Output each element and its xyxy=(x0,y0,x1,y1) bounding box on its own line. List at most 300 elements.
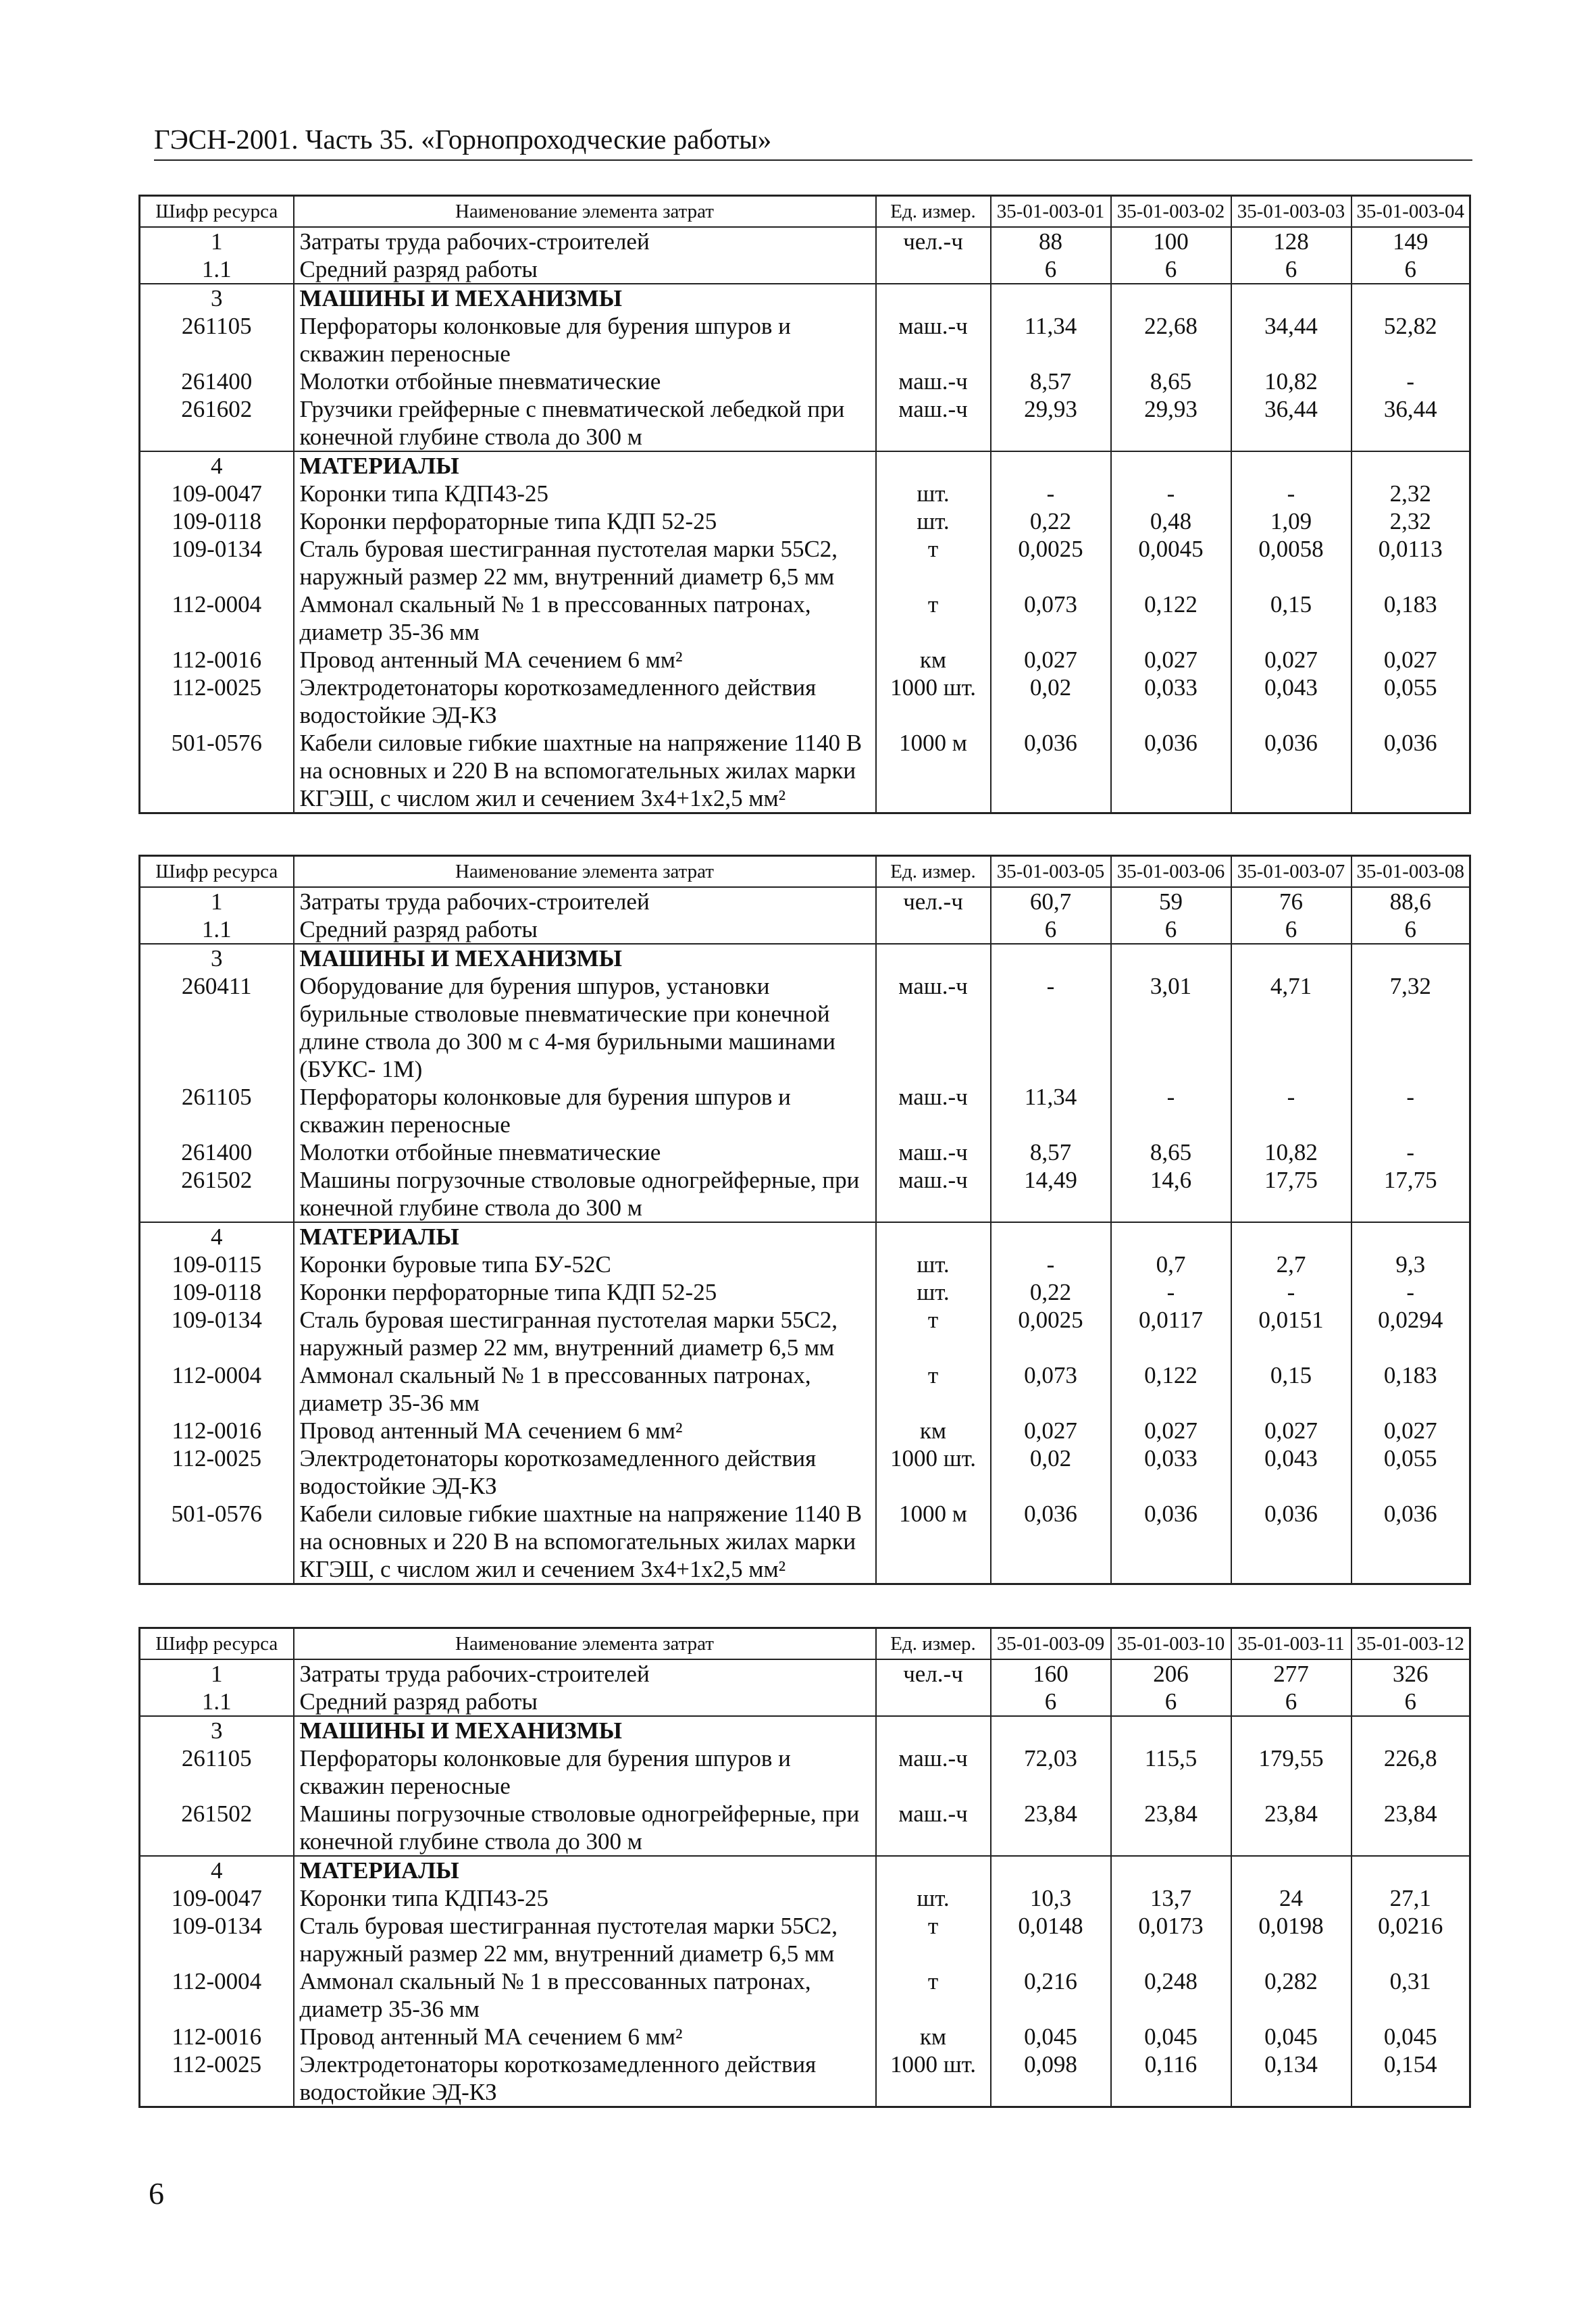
unit-of-measure: км xyxy=(876,646,991,674)
cost-element-name: Провод антенный МА сечением 6 мм² xyxy=(294,646,876,674)
norm-value: 3,01 xyxy=(1111,972,1231,1083)
norm-value xyxy=(1352,944,1470,972)
norm-value: 6 xyxy=(1231,1688,1352,1716)
table-row xyxy=(140,1856,1470,1884)
norm-value: 14,49 xyxy=(991,1166,1111,1222)
resource-table xyxy=(138,1627,1471,2108)
cost-element-name: Затраты труда рабочих-строителей xyxy=(294,227,876,255)
unit-of-measure xyxy=(876,944,991,972)
table-row xyxy=(140,2051,1470,2107)
unit-of-measure: маш.-ч xyxy=(876,1083,991,1138)
norm-value: 0,027 xyxy=(1352,1417,1470,1444)
table-row xyxy=(140,395,1470,451)
table-row xyxy=(140,1306,1470,1361)
cost-element-name: Молотки отбойные пневматические xyxy=(294,1138,876,1166)
norm-value: 0,0025 xyxy=(991,535,1111,590)
norm-value: 0,248 xyxy=(1111,1967,1231,2023)
header-norm-code: 35-01-003-01 xyxy=(991,196,1111,228)
norm-value: 0,0025 xyxy=(991,1306,1111,1361)
table-row xyxy=(140,1222,1470,1251)
unit-of-measure: чел.-ч xyxy=(876,1659,991,1688)
cost-element-name: Перфораторы колонковые для бурения шпуров и скважин переносные xyxy=(294,1083,876,1138)
header-unit: Ед. измер. xyxy=(876,1628,991,1660)
unit-of-measure: км xyxy=(876,1417,991,1444)
norm-value: - xyxy=(991,972,1111,1083)
norm-value: 6 xyxy=(991,1688,1111,1716)
norm-value xyxy=(1111,1222,1231,1251)
table-row xyxy=(140,1083,1470,1138)
unit-of-measure xyxy=(876,1716,991,1744)
cost-element-name: Кабели силовые гибкие шахтные на напряжение 1140 В на основных и 220 В на вспомогательных жилах марки КГЭШ, с числом жил и сечением 3х4+1х2,5 мм² xyxy=(294,1500,876,1584)
norm-value xyxy=(1352,1856,1470,1884)
table-row xyxy=(140,451,1470,480)
resource-table xyxy=(138,855,1471,1585)
norm-value: - xyxy=(1111,1278,1231,1306)
page-number: 6 xyxy=(149,2176,164,2211)
resource-code: 109-0047 xyxy=(140,480,294,507)
norm-value xyxy=(991,944,1111,972)
table-row xyxy=(140,1884,1470,1912)
norm-value: 36,44 xyxy=(1231,395,1352,451)
norm-value: 8,57 xyxy=(991,1138,1111,1166)
norm-value: 0,15 xyxy=(1231,590,1352,646)
resource-code: 109-0118 xyxy=(140,1278,294,1306)
norm-value xyxy=(1231,1222,1352,1251)
unit-of-measure: т xyxy=(876,535,991,590)
norm-value: 0,7 xyxy=(1111,1251,1231,1278)
unit-of-measure: 1000 шт. xyxy=(876,2051,991,2107)
unit-of-measure: шт. xyxy=(876,480,991,507)
norm-value: 0,036 xyxy=(991,729,1111,813)
norm-value: 0,0117 xyxy=(1111,1306,1231,1361)
cost-element-name: Кабели силовые гибкие шахтные на напряжение 1140 В на основных и 220 В на вспомогательных жилах марки КГЭШ, с числом жил и сечением 3х4+1х2,5 мм² xyxy=(294,729,876,813)
norm-value: 0,116 xyxy=(1111,2051,1231,2107)
norm-value: 128 xyxy=(1231,227,1352,255)
resource-code: 112-0025 xyxy=(140,1444,294,1500)
table-row xyxy=(140,507,1470,535)
norm-value: - xyxy=(1231,1278,1352,1306)
table-row xyxy=(140,887,1470,915)
table-row xyxy=(140,729,1470,813)
norm-table-3 xyxy=(138,1627,1469,2108)
table-header-row xyxy=(140,856,1470,888)
cost-element-name: Перфораторы колонковые для бурения шпуров и скважин переносные xyxy=(294,1744,876,1800)
norm-value xyxy=(1231,1716,1352,1744)
norm-value: - xyxy=(1352,1083,1470,1138)
norm-value: 0,15 xyxy=(1231,1361,1352,1417)
unit-of-measure xyxy=(876,1222,991,1251)
norm-value: 6 xyxy=(1352,255,1470,284)
unit-of-measure: маш.-ч xyxy=(876,1138,991,1166)
table-row xyxy=(140,535,1470,590)
resource-code: 501-0576 xyxy=(140,1500,294,1584)
norm-value: 0,122 xyxy=(1111,590,1231,646)
header-norm-code: 35-01-003-02 xyxy=(1111,196,1231,228)
table-row xyxy=(140,1138,1470,1166)
norm-value: 0,282 xyxy=(1231,1967,1352,2023)
norm-value: 6 xyxy=(991,255,1111,284)
norm-value: 23,84 xyxy=(1352,1800,1470,1856)
table-row xyxy=(140,1417,1470,1444)
cost-element-name: Коронки перфораторные типа КДП 52-25 xyxy=(294,1278,876,1306)
cost-element-name: МАТЕРИАЛЫ xyxy=(294,1856,876,1884)
norm-value: 88,6 xyxy=(1352,887,1470,915)
norm-value: 0,027 xyxy=(1231,1417,1352,1444)
header-norm-code: 35-01-003-08 xyxy=(1352,856,1470,888)
unit-of-measure: т xyxy=(876,1361,991,1417)
cost-element-name: Аммонал скальный № 1 в прессованных патронах, диаметр 35-36 мм xyxy=(294,590,876,646)
norm-value: 24 xyxy=(1231,1884,1352,1912)
cost-element-name: Коронки типа КДП43-25 xyxy=(294,480,876,507)
table-row xyxy=(140,1251,1470,1278)
norm-value: 6 xyxy=(1352,1688,1470,1716)
norm-value: 10,82 xyxy=(1231,368,1352,395)
cost-element-name: Молотки отбойные пневматические xyxy=(294,368,876,395)
norm-value: 0,027 xyxy=(1111,1417,1231,1444)
norm-value: 1,09 xyxy=(1231,507,1352,535)
resource-code: 112-0016 xyxy=(140,1417,294,1444)
norm-value: - xyxy=(1231,480,1352,507)
resource-code: 112-0004 xyxy=(140,590,294,646)
resource-code: 261502 xyxy=(140,1800,294,1856)
norm-value xyxy=(1231,451,1352,480)
table-row xyxy=(140,915,1470,944)
norm-value: 0,027 xyxy=(991,646,1111,674)
norm-value: 14,6 xyxy=(1111,1166,1231,1222)
resource-code: 3 xyxy=(140,944,294,972)
header-norm-code: 35-01-003-10 xyxy=(1111,1628,1231,1660)
unit-of-measure: 1000 м xyxy=(876,1500,991,1584)
cost-element-name: Сталь буровая шестигранная пустотелая марки 55С2, наружный размер 22 мм, внутренний диаметр 6,5 мм xyxy=(294,1912,876,1967)
norm-value: 0,0058 xyxy=(1231,535,1352,590)
header-norm-code: 35-01-003-06 xyxy=(1111,856,1231,888)
cost-element-name: Электродетонаторы короткозамедленного действия водостойкие ЭД-КЗ xyxy=(294,674,876,729)
cost-element-name: МАШИНЫ И МЕХАНИЗМЫ xyxy=(294,284,876,312)
resource-code: 261105 xyxy=(140,312,294,368)
norm-value: 2,7 xyxy=(1231,1251,1352,1278)
norm-value: 0,0216 xyxy=(1352,1912,1470,1967)
norm-value: 0,027 xyxy=(1352,646,1470,674)
resource-code: 109-0134 xyxy=(140,535,294,590)
cost-element-name: Коронки перфораторные типа КДП 52-25 xyxy=(294,507,876,535)
header-resource-code: Шифр ресурса xyxy=(140,196,294,228)
norm-value: 0,122 xyxy=(1111,1361,1231,1417)
norm-value: 27,1 xyxy=(1352,1884,1470,1912)
resource-code: 261400 xyxy=(140,1138,294,1166)
norm-value xyxy=(1352,1222,1470,1251)
norm-value xyxy=(991,451,1111,480)
unit-of-measure: 1000 шт. xyxy=(876,1444,991,1500)
resource-code: 112-0004 xyxy=(140,1361,294,1417)
resource-code: 1.1 xyxy=(140,1688,294,1716)
cost-element-name: Средний разряд работы xyxy=(294,255,876,284)
norm-value: 59 xyxy=(1111,887,1231,915)
table-row xyxy=(140,674,1470,729)
resource-code: 261602 xyxy=(140,395,294,451)
unit-of-measure: маш.-ч xyxy=(876,1744,991,1800)
norm-value: 2,32 xyxy=(1352,507,1470,535)
norm-value: 0,183 xyxy=(1352,590,1470,646)
norm-value: 326 xyxy=(1352,1659,1470,1688)
cost-element-name: Средний разряд работы xyxy=(294,1688,876,1716)
norm-value xyxy=(1111,944,1231,972)
norm-value: 6 xyxy=(1231,255,1352,284)
resource-code: 261105 xyxy=(140,1083,294,1138)
table-row xyxy=(140,1716,1470,1744)
norm-value xyxy=(1352,1716,1470,1744)
norm-value xyxy=(1111,284,1231,312)
norm-value: 0,0148 xyxy=(991,1912,1111,1967)
table-row xyxy=(140,284,1470,312)
norm-value: 0,033 xyxy=(1111,1444,1231,1500)
norm-value xyxy=(1231,944,1352,972)
resource-code: 260411 xyxy=(140,972,294,1083)
norm-value xyxy=(1352,284,1470,312)
resource-table xyxy=(138,195,1471,814)
unit-of-measure xyxy=(876,1856,991,1884)
norm-value: 9,3 xyxy=(1352,1251,1470,1278)
norm-value: 29,93 xyxy=(1111,395,1231,451)
norm-value: - xyxy=(1352,368,1470,395)
table-row xyxy=(140,972,1470,1083)
norm-value: 0,098 xyxy=(991,2051,1111,2107)
table-row xyxy=(140,944,1470,972)
norm-value: - xyxy=(991,1251,1111,1278)
norm-value: 6 xyxy=(991,915,1111,944)
norm-value: 4,71 xyxy=(1231,972,1352,1083)
unit-of-measure: т xyxy=(876,1306,991,1361)
norm-value: 11,34 xyxy=(991,1083,1111,1138)
norm-value: 13,7 xyxy=(1111,1884,1231,1912)
norm-value: 0,02 xyxy=(991,1444,1111,1500)
norm-value: 0,055 xyxy=(1352,674,1470,729)
table-row xyxy=(140,1444,1470,1500)
header-norm-code: 35-01-003-07 xyxy=(1231,856,1352,888)
table-header-row xyxy=(140,1628,1470,1660)
norm-value: 10,82 xyxy=(1231,1138,1352,1166)
table-row xyxy=(140,1800,1470,1856)
norm-value: 0,134 xyxy=(1231,2051,1352,2107)
norm-value: 0,033 xyxy=(1111,674,1231,729)
unit-of-measure: маш.-ч xyxy=(876,368,991,395)
norm-value: 0,027 xyxy=(1111,646,1231,674)
norm-value: 0,036 xyxy=(1352,729,1470,813)
resource-code: 112-0004 xyxy=(140,1967,294,2023)
norm-value: 0,31 xyxy=(1352,1967,1470,2023)
norm-value: 0,036 xyxy=(1111,729,1231,813)
unit-of-measure: шт. xyxy=(876,507,991,535)
norm-value: 6 xyxy=(1352,915,1470,944)
unit-of-measure: т xyxy=(876,1912,991,1967)
table-row xyxy=(140,2023,1470,2051)
norm-value: 0,045 xyxy=(1111,2023,1231,2051)
norm-value xyxy=(1111,1856,1231,1884)
table-row xyxy=(140,646,1470,674)
norm-value: 10,3 xyxy=(991,1884,1111,1912)
resource-code: 501-0576 xyxy=(140,729,294,813)
resource-code: 4 xyxy=(140,451,294,480)
norm-value: 2,32 xyxy=(1352,480,1470,507)
unit-of-measure xyxy=(876,451,991,480)
table-row xyxy=(140,1688,1470,1716)
unit-of-measure xyxy=(876,1688,991,1716)
norm-value: 0,0113 xyxy=(1352,535,1470,590)
cost-element-name: Машины погрузочные стволовые одногрейферные, при конечной глубине ствола до 300 м xyxy=(294,1800,876,1856)
header-cost-element-name: Наименование элемента затрат xyxy=(294,1628,876,1660)
norm-value: 0,055 xyxy=(1352,1444,1470,1500)
resource-code: 1 xyxy=(140,227,294,255)
norm-value: 0,045 xyxy=(1352,2023,1470,2051)
cost-element-name: Электродетонаторы короткозамедленного действия водостойкие ЭД-КЗ xyxy=(294,1444,876,1500)
norm-value: 0,036 xyxy=(1111,1500,1231,1584)
resource-code: 261105 xyxy=(140,1744,294,1800)
norm-value xyxy=(1111,451,1231,480)
cost-element-name: МАТЕРИАЛЫ xyxy=(294,451,876,480)
norm-value xyxy=(1352,451,1470,480)
header-resource-code: Шифр ресурса xyxy=(140,1628,294,1660)
norm-value: 23,84 xyxy=(1231,1800,1352,1856)
norm-value: 0,02 xyxy=(991,674,1111,729)
resource-code: 109-0134 xyxy=(140,1306,294,1361)
resource-code: 4 xyxy=(140,1222,294,1251)
norm-value xyxy=(1111,1716,1231,1744)
cost-element-name: МАШИНЫ И МЕХАНИЗМЫ xyxy=(294,944,876,972)
cost-element-name: Электродетонаторы короткозамедленного действия водостойкие ЭД-КЗ xyxy=(294,2051,876,2107)
norm-value: 23,84 xyxy=(991,1800,1111,1856)
table-row xyxy=(140,1166,1470,1222)
norm-value: 0,22 xyxy=(991,1278,1111,1306)
table-row xyxy=(140,1744,1470,1800)
unit-of-measure: маш.-ч xyxy=(876,395,991,451)
norm-value xyxy=(991,284,1111,312)
norm-value: 160 xyxy=(991,1659,1111,1688)
header-unit: Ед. измер. xyxy=(876,856,991,888)
unit-of-measure: шт. xyxy=(876,1884,991,1912)
cost-element-name: Затраты труда рабочих-строителей xyxy=(294,887,876,915)
norm-value: - xyxy=(991,480,1111,507)
cost-element-name: Аммонал скальный № 1 в прессованных патронах, диаметр 35-36 мм xyxy=(294,1967,876,2023)
norm-value: 8,65 xyxy=(1111,1138,1231,1166)
table-row xyxy=(140,1361,1470,1417)
header-norm-code: 35-01-003-12 xyxy=(1352,1628,1470,1660)
norm-value: 0,043 xyxy=(1231,674,1352,729)
header-norm-code: 35-01-003-11 xyxy=(1231,1628,1352,1660)
norm-value: 0,045 xyxy=(991,2023,1111,2051)
norm-value: 0,154 xyxy=(1352,2051,1470,2107)
table-row xyxy=(140,227,1470,255)
cost-element-name: Оборудование для бурения шпуров, установки бурильные стволовые пневматические при конечной длине ствола до 300 м с 4-мя бурильными машинами (БУКС- 1М) xyxy=(294,972,876,1083)
norm-value: 277 xyxy=(1231,1659,1352,1688)
norm-value: 36,44 xyxy=(1352,395,1470,451)
norm-value: 149 xyxy=(1352,227,1470,255)
unit-of-measure: чел.-ч xyxy=(876,227,991,255)
norm-value: - xyxy=(1111,1083,1231,1138)
cost-element-name: Сталь буровая шестигранная пустотелая марки 55С2, наружный размер 22 мм, внутренний диаметр 6,5 мм xyxy=(294,1306,876,1361)
norm-value: 0,036 xyxy=(991,1500,1111,1584)
cost-element-name: Сталь буровая шестигранная пустотелая марки 55С2, наружный размер 22 мм, внутренний диаметр 6,5 мм xyxy=(294,535,876,590)
header-norm-code: 35-01-003-05 xyxy=(991,856,1111,888)
norm-table-1 xyxy=(138,195,1469,814)
norm-table-2 xyxy=(138,855,1469,1585)
resource-code: 112-0016 xyxy=(140,646,294,674)
norm-value: 0,0198 xyxy=(1231,1912,1352,1967)
resource-code: 112-0025 xyxy=(140,2051,294,2107)
resource-code: 3 xyxy=(140,284,294,312)
norm-value: - xyxy=(1231,1083,1352,1138)
cost-element-name: Коронки типа КДП43-25 xyxy=(294,1884,876,1912)
norm-value: 0,073 xyxy=(991,590,1111,646)
unit-of-measure: 1000 шт. xyxy=(876,674,991,729)
unit-of-measure: 1000 м xyxy=(876,729,991,813)
table-header-row xyxy=(140,196,1470,228)
norm-value: 0,045 xyxy=(1231,2023,1352,2051)
norm-value xyxy=(1231,1856,1352,1884)
header-cost-element-name: Наименование элемента затрат xyxy=(294,196,876,228)
cost-element-name: Провод антенный МА сечением 6 мм² xyxy=(294,1417,876,1444)
norm-value: 206 xyxy=(1111,1659,1231,1688)
unit-of-measure: т xyxy=(876,1967,991,2023)
norm-value: 0,027 xyxy=(991,1417,1111,1444)
norm-value: 0,216 xyxy=(991,1967,1111,2023)
header-resource-code: Шифр ресурса xyxy=(140,856,294,888)
table-row xyxy=(140,1912,1470,1967)
norm-value xyxy=(991,1716,1111,1744)
unit-of-measure: шт. xyxy=(876,1278,991,1306)
norm-value: 6 xyxy=(1111,1688,1231,1716)
resource-code: 1.1 xyxy=(140,255,294,284)
header-norm-code: 35-01-003-04 xyxy=(1352,196,1470,228)
norm-value: 0,073 xyxy=(991,1361,1111,1417)
table-row xyxy=(140,255,1470,284)
unit-of-measure: маш.-ч xyxy=(876,1166,991,1222)
unit-of-measure: км xyxy=(876,2023,991,2051)
unit-of-measure xyxy=(876,284,991,312)
unit-of-measure xyxy=(876,915,991,944)
resource-code: 112-0016 xyxy=(140,2023,294,2051)
table-row xyxy=(140,368,1470,395)
norm-value: 88 xyxy=(991,227,1111,255)
norm-value: 72,03 xyxy=(991,1744,1111,1800)
resource-code: 109-0118 xyxy=(140,507,294,535)
norm-value: 0,036 xyxy=(1231,1500,1352,1584)
norm-value: - xyxy=(1111,480,1231,507)
header-norm-code: 35-01-003-03 xyxy=(1231,196,1352,228)
resource-code: 1 xyxy=(140,1659,294,1688)
norm-value: 0,036 xyxy=(1231,729,1352,813)
resource-code: 109-0115 xyxy=(140,1251,294,1278)
unit-of-measure xyxy=(876,255,991,284)
cost-element-name: Средний разряд работы xyxy=(294,915,876,944)
norm-value: 179,55 xyxy=(1231,1744,1352,1800)
norm-value: 0,22 xyxy=(991,507,1111,535)
norm-value: 100 xyxy=(1111,227,1231,255)
unit-of-measure: т xyxy=(876,590,991,646)
resource-code: 112-0025 xyxy=(140,674,294,729)
unit-of-measure: маш.-ч xyxy=(876,972,991,1083)
table-row xyxy=(140,590,1470,646)
cost-element-name: Затраты труда рабочих-строителей xyxy=(294,1659,876,1688)
norm-value: 17,75 xyxy=(1352,1166,1470,1222)
norm-value: 115,5 xyxy=(1111,1744,1231,1800)
cost-element-name: Аммонал скальный № 1 в прессованных патронах, диаметр 35-36 мм xyxy=(294,1361,876,1417)
cost-element-name: Перфораторы колонковые для бурения шпуров и скважин переносные xyxy=(294,312,876,368)
norm-value: 34,44 xyxy=(1231,312,1352,368)
norm-value: 0,183 xyxy=(1352,1361,1470,1417)
norm-value: 29,93 xyxy=(991,395,1111,451)
table-row xyxy=(140,1500,1470,1584)
unit-of-measure: шт. xyxy=(876,1251,991,1278)
table-row xyxy=(140,480,1470,507)
